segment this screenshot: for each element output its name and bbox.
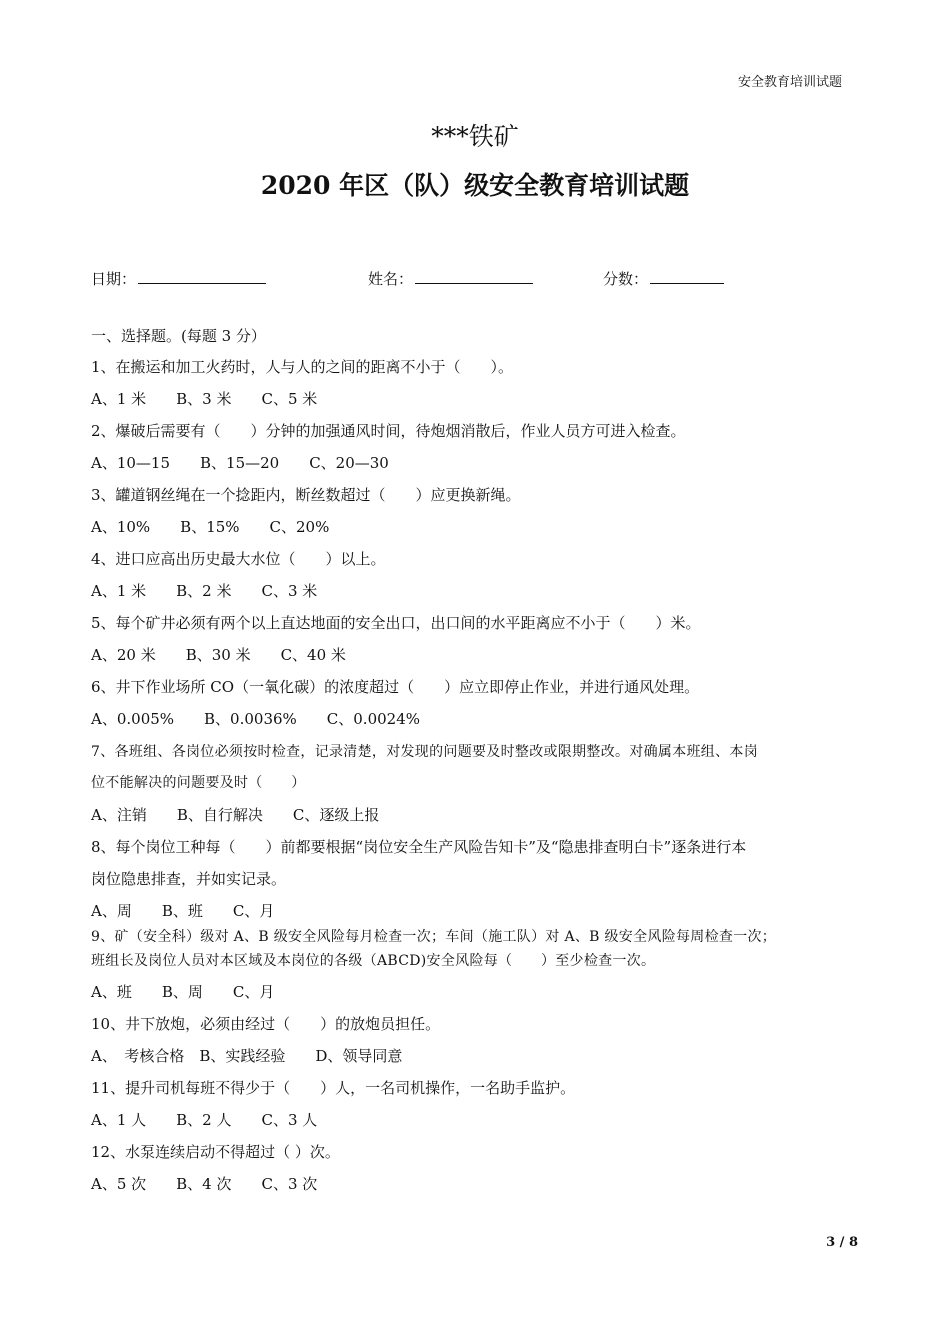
options-6: A、0.005% B、0.0036% C、0.0024% bbox=[91, 710, 421, 728]
question-6: 6、井下作业场所 CO（一氧化碳）的浓度超过（ ）应立即停止作业，并进行通风处理。 bbox=[91, 678, 700, 696]
question-5: 5、每个矿井必须有两个以上直达地面的安全出口，出口间的水平距离应不小于（ ）米。 bbox=[91, 614, 701, 632]
name-label: 姓名： bbox=[368, 270, 414, 288]
options-9: A、班 B、周 C、月 bbox=[91, 983, 275, 1001]
options-10: A、 考核合格 B、实践经验 D、领导同意 bbox=[91, 1047, 403, 1065]
name-field[interactable] bbox=[368, 268, 533, 289]
score-field[interactable] bbox=[603, 268, 724, 289]
date-field[interactable] bbox=[91, 268, 266, 289]
question-8-cont: 岗位隐患排查，并如实记录。 bbox=[91, 870, 287, 888]
question-11: 11、提升司机每班不得少于（ ）人，一名司机操作，一名助手监护。 bbox=[91, 1079, 576, 1097]
score-blank[interactable] bbox=[650, 268, 724, 284]
options-12: A、5 次 B、4 次 C、3 次 bbox=[91, 1175, 318, 1193]
options-4: A、1 米 B、2 米 C、3 米 bbox=[91, 582, 318, 600]
question-1: 1、在搬运和加工火药时，人与人的之间的距离不小于（ ）。 bbox=[91, 358, 514, 376]
question-9: 9、矿（安全科）级对 A、B 级安全风险每月检查一次；车间（施工队）对 A、B 级安全风险每周检查一次； bbox=[91, 929, 777, 945]
page-number: 3 / 8 bbox=[826, 1235, 858, 1250]
options-3: A、10% B、15% C、20% bbox=[91, 518, 330, 536]
date-label: 日期： bbox=[91, 270, 137, 288]
options-1: A、1 米 B、3 米 C、5 米 bbox=[91, 390, 318, 408]
question-7-cont: 位不能解决的问题要及时（ ） bbox=[91, 775, 306, 791]
section-heading: 一、选择题。(每题 3 分） bbox=[91, 327, 266, 345]
question-8: 8、每个岗位工种每（ ）前都要根据“岗位安全生产风险告知卡”及“隐患排查明白卡”逐条进行本 bbox=[91, 838, 747, 856]
question-3: 3、罐道钢丝绳在一个捻距内，断丝数超过（ ）应更换新绳。 bbox=[91, 486, 521, 504]
question-7: 7、各班组、各岗位必须按时检查，记录清楚，对发现的问题要及时整改或限期整改。对确属本班组、本岗 bbox=[91, 744, 759, 760]
question-10: 10、井下放炮，必须由经过（ ）的放炮员担任。 bbox=[91, 1015, 441, 1033]
question-12: 12、水泵连续启动不得超过（ ）次。 bbox=[91, 1143, 340, 1161]
title-line1: ***铁矿 bbox=[431, 122, 519, 151]
options-7: A、注销 B、自行解决 C、逐级上报 bbox=[91, 806, 380, 824]
question-2: 2、爆破后需要有（ ）分钟的加强通风时间，待炮烟消散后，作业人员方可进入检查。 bbox=[91, 422, 686, 440]
options-11: A、1 人 B、2 人 C、3 人 bbox=[91, 1111, 318, 1129]
question-4: 4、进口应高出历史最大水位（ ）以上。 bbox=[91, 550, 386, 568]
options-8: A、周 B、班 C、月 bbox=[91, 902, 275, 920]
question-9-cont: 班组长及岗位人员对本区域及本岗位的各级（ABCD)安全风险每（ ）至少检查一次。 bbox=[91, 953, 656, 969]
score-label: 分数： bbox=[603, 270, 649, 288]
title-line2: 2020 年区（队）级安全教育培训试题 bbox=[260, 171, 690, 200]
name-blank[interactable] bbox=[415, 268, 533, 284]
date-blank[interactable] bbox=[138, 268, 266, 284]
running-header: 安全教育培训试题 bbox=[737, 75, 842, 90]
options-5: A、20 米 B、30 米 C、40 米 bbox=[91, 646, 346, 664]
options-2: A、10—15 B、15—20 C、20—30 bbox=[91, 454, 389, 472]
